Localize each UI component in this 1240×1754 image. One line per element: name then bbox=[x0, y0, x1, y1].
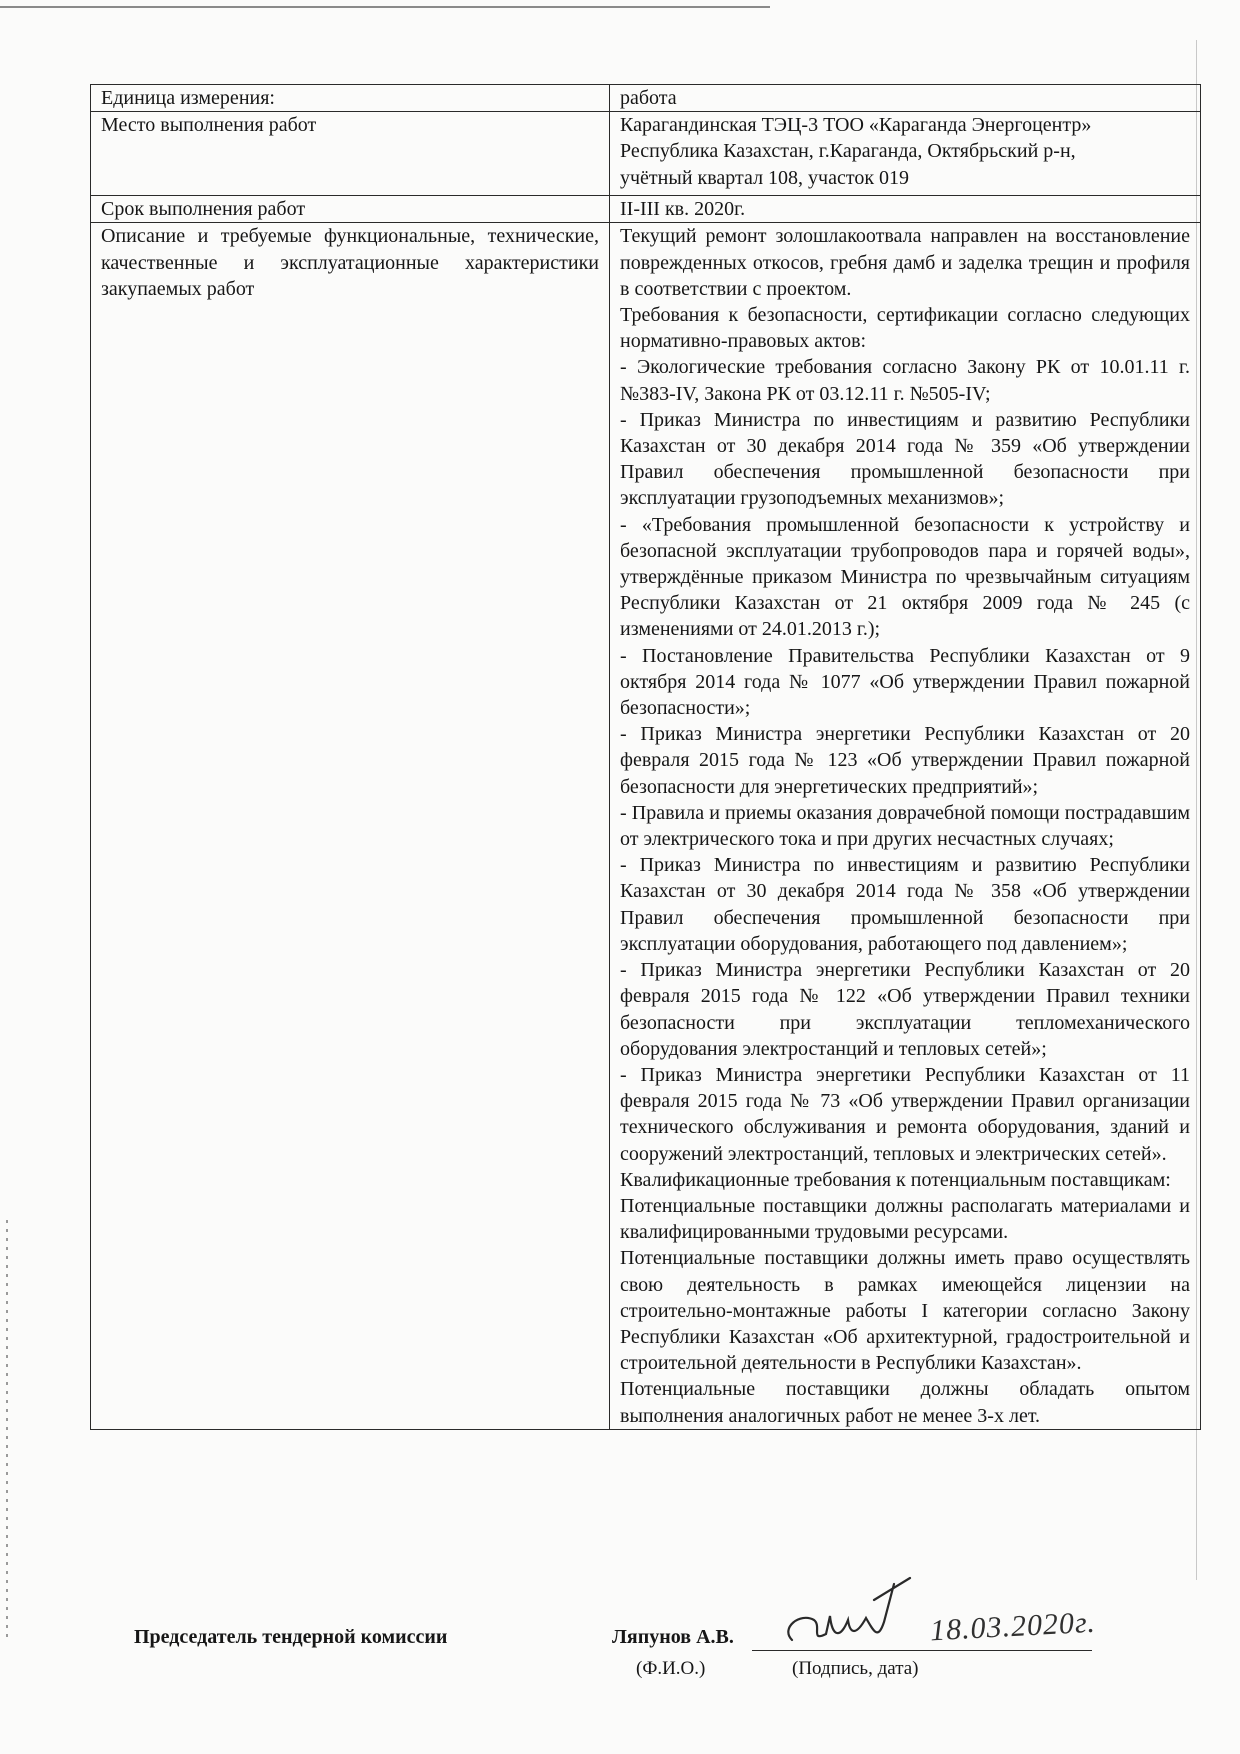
signer-name: Ляпунов А.В. bbox=[612, 1626, 734, 1648]
scan-artifact-top-line bbox=[0, 6, 770, 8]
value-line: работа bbox=[620, 87, 677, 109]
label-description: Описание и требуемые функциональные, технические, качественные и эксплуатационные характеристики закупаемых работ bbox=[91, 223, 610, 1429]
value-unit bbox=[610, 85, 1201, 112]
signature-caption: (Подпись, дата) bbox=[792, 1658, 919, 1679]
table-row-term bbox=[91, 196, 1201, 223]
value-line: Потенциальные поставщики должны обладать опытом выполнения аналогичных работ не менее 3-х лет. bbox=[620, 1378, 1190, 1427]
value-line: Потенциальные поставщики должны располагать материалами и квалифицированными трудовыми ресурсами. bbox=[620, 1194, 1190, 1244]
handwritten-signature bbox=[770, 1570, 940, 1660]
value-line: - Правила и приемы оказания доврачебной помощи пострадавшим от электрического тока и при других несчастных случаях; bbox=[620, 801, 1190, 851]
handwritten-date: 18.03.2020г. bbox=[929, 1605, 1097, 1648]
value-line: Требования к безопасности, сертификации согласно следующих нормативно-правовых актов: bbox=[620, 304, 1190, 353]
value-location bbox=[610, 112, 1201, 196]
value-line: - Приказ Министра энергетики Республики Казахстан от 20 февраля 2015 года № 123 «Об утверждении Правил пожарной безопасности для энергетических предприятий»; bbox=[620, 723, 1190, 798]
value-line: - Постановление Правительства Республики Казахстан от 9 октября 2014 года № 1077 «Об утверждении Правил пожарной безопасности»; bbox=[620, 644, 1190, 720]
value-line: - Приказ Министра по инвестициям и развитию Республики Казахстан от 30 декабря 2014 года № 359 «Об утверждении Правил обеспечения промышленной безопасности при эксплуатации грузоподъемных механизмов»; bbox=[620, 408, 1190, 510]
value-line: - Приказ Министра энергетики Республики Казахстан от 20 февраля 2015 года № 122 «Об утверждении Правил техники безопасности при эксплуатации тепломеханического оборудования электростанций и тепловых сетей»; bbox=[620, 959, 1190, 1060]
table-row-location bbox=[91, 112, 1201, 196]
value-line: Республика Казахстан, г.Караганда, Октябрьский р-н, bbox=[620, 140, 1076, 163]
label-term: Срок выполнения работ bbox=[91, 196, 610, 223]
label-unit: Единица измерения: bbox=[91, 85, 610, 112]
value-line: - Экологические требования согласно Закону РК от 10.01.11 г. №383-IV, Закона РК от 03.12.11 г. №505-IV; bbox=[620, 356, 1190, 405]
value-line: Потенциальные поставщики должны иметь право осуществлять свою деятельность в рамках имеющейся лицензии на строительно-монтажные работы I категории согласно Закону Республики Казахстан «Об архитектурной, градостроительной и строительной деятельности в Республики Казахстан». bbox=[620, 1247, 1190, 1375]
value-line: учётный квартал 108, участок 019 bbox=[620, 166, 910, 189]
value-line: Текущий ремонт золошлакоотвала направлен на восстановление поврежденных откосов, гребня дамб и заделка трещин и профиля в соответствии с проектом. bbox=[620, 225, 1190, 300]
table-row-unit bbox=[91, 85, 1201, 112]
signature-block bbox=[0, 1605, 1240, 1740]
fio-caption: (Ф.И.О.) bbox=[636, 1658, 706, 1679]
label-location: Место выполнения работ bbox=[91, 112, 610, 196]
table-row-description bbox=[91, 223, 1201, 1429]
value-line: Карагандинская ТЭЦ-3 ТОО «Караганда Энергоцентр» bbox=[620, 114, 1092, 137]
value-description bbox=[610, 223, 1201, 1429]
value-line: - Приказ Министра энергетики Республики Казахстан от 11 февраля 2015 года № 73 «Об утверждении Правил организации технического обслуживания и ремонта оборудования, зданий и сооружений электростанций, тепловых и электрических сетей». bbox=[620, 1063, 1190, 1165]
scan-artifact-left-edge bbox=[6, 1220, 8, 1640]
value-line: - Приказ Министра по инвестициям и развитию Республики Казахстан от 30 декабря 2014 года № 358 «Об утверждении Правил обеспечения промышленной безопасности при эксплуатации оборудования, работающего под давлением»; bbox=[620, 854, 1190, 955]
value-line: Квалификационные требования к потенциальным поставщикам: bbox=[620, 1168, 1171, 1191]
specification-table bbox=[90, 84, 1201, 1430]
value-line: II-III кв. 2020г. bbox=[620, 198, 746, 221]
value-line: - «Требования промышленной безопасности к устройству и безопасной эксплуатации трубопроводов пара и горячей воды», утверждённые приказом Министра по чрезвычайным ситуациям Республики Казахстан от 21 октября 2009 года № 245 (с изменениями от 24.01.2013 г.); bbox=[620, 513, 1190, 641]
chair-title: Председатель тендерной комиссии bbox=[134, 1626, 448, 1648]
value-term bbox=[610, 196, 1201, 223]
